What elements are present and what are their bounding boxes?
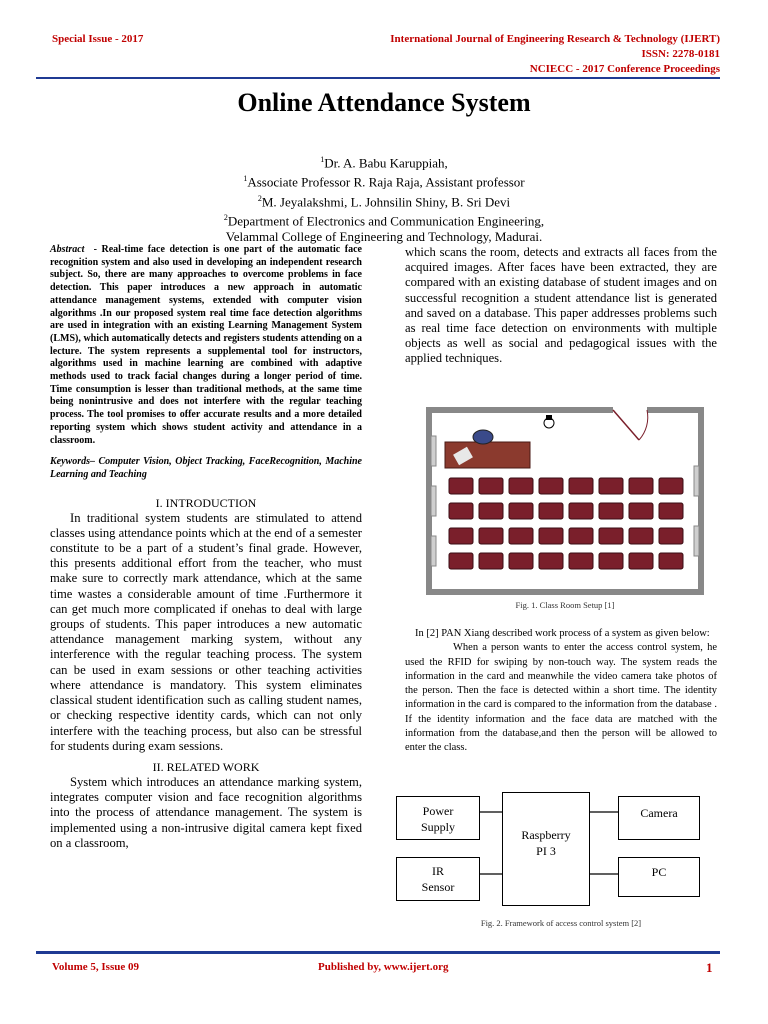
affiliation-line: Department of Electronics and Communication Engineering, bbox=[227, 213, 545, 229]
student-seat bbox=[509, 503, 533, 519]
pc-label: PC bbox=[651, 865, 667, 879]
keywords: Keywords– Computer Vision, Object Tracking, FaceRecognition, Machine Learning and Teaching bbox=[50, 456, 362, 480]
author-sup: 1 bbox=[320, 155, 325, 164]
raspberry-pi-box bbox=[502, 792, 590, 906]
header-issue: Special Issue - 2017 bbox=[52, 33, 144, 45]
student-seat bbox=[599, 553, 623, 569]
student-seat bbox=[449, 478, 473, 494]
door-gap bbox=[613, 406, 647, 414]
camera-body bbox=[546, 415, 552, 420]
student-seat bbox=[509, 553, 533, 569]
raspberry-pi-label: PI 3 bbox=[536, 844, 556, 858]
student-seat bbox=[479, 503, 503, 519]
student-seat bbox=[539, 478, 563, 494]
student-seat bbox=[479, 478, 503, 494]
header-issn: ISSN: 2278-0181 bbox=[641, 48, 720, 60]
author-sup: 1 bbox=[243, 174, 248, 184]
window-right-top bbox=[694, 466, 699, 496]
camera-box bbox=[618, 796, 700, 840]
student-seat bbox=[569, 478, 593, 494]
pc-box bbox=[618, 857, 700, 897]
footer-rule bbox=[36, 951, 720, 954]
raspberry-pi-label: Raspberry bbox=[521, 828, 571, 842]
student-seat bbox=[599, 528, 623, 544]
footer-publisher: Published by, www.ijert.org bbox=[318, 961, 449, 973]
footer-volume: Volume 5, Issue 09 bbox=[52, 961, 139, 973]
window-left-top bbox=[431, 436, 436, 466]
related-work-text: System which introduces an attendance marking system, integrates computer vision and face recognition algorithms into the process of attendance management. The system is implemented using a non-intrusive digital camera kept fixed on a classroom, bbox=[50, 774, 362, 850]
student-seat bbox=[659, 553, 683, 569]
abstract-label: Abstract bbox=[50, 244, 85, 255]
window-left-bottom bbox=[431, 536, 436, 566]
power-supply-label: Power bbox=[422, 804, 454, 818]
student-seat bbox=[599, 478, 623, 494]
power-supply-box bbox=[396, 796, 480, 840]
student-seat bbox=[569, 528, 593, 544]
student-seat bbox=[629, 553, 653, 569]
author-line: Associate Professor R. Raja Raja, Assistant professor bbox=[247, 174, 525, 190]
student-seat bbox=[569, 553, 593, 569]
ir-sensor-label: Sensor bbox=[421, 880, 455, 894]
ir-sensor-label: IR bbox=[432, 864, 444, 878]
right-column bbox=[405, 245, 717, 367]
student-seat bbox=[629, 503, 653, 519]
section-heading-related-work: II. RELATED WORK bbox=[152, 759, 260, 774]
figure-2-caption: Fig. 2. Framework of access control system [2] bbox=[480, 918, 642, 928]
student-seat bbox=[599, 503, 623, 519]
header-conference: NCIECC - 2017 Conference Proceedings bbox=[529, 63, 720, 75]
header-journal: International Journal of Engineering Research & Technology (IJERT) bbox=[390, 33, 720, 45]
author-sup: 2 bbox=[223, 212, 228, 222]
related-work-continued: which scans the room, detects and extracts all faces from the acquired images. After faces have been extracted, they are compared with an existing database of student images and on successful recognition a student attendance list is generated and saved on a database. This paper addresses problems such as real time face detection on environments with multiple objects as well as social and pedagogical issues with the applied techniques. bbox=[405, 245, 717, 366]
figure-1-caption: Fig. 1. Class Room Setup [1] bbox=[515, 600, 615, 610]
student-seat bbox=[659, 528, 683, 544]
pan-xiang-intro: In [2] PAN Xiang described work process of a system as given below: bbox=[415, 628, 710, 639]
student-seat bbox=[539, 553, 563, 569]
header-rule bbox=[36, 77, 720, 79]
author-line: Dr. A. Babu Karuppiah, bbox=[324, 155, 448, 171]
window-right-bottom bbox=[694, 526, 699, 556]
author-sup: 2 bbox=[257, 193, 262, 203]
pan-xiang-text: When a person wants to enter the access control system, he used the RFID for swiping by non-touch way. The system reads the information in the card and meanwhile the video camera take photos of the person. Then the face is detected within a short time. The identity information in the card is compared to the information from the database . If the identity information and the face data are matched with the information from the database,and then the person will be allowed to enter the class. bbox=[405, 642, 717, 754]
abstract bbox=[50, 244, 362, 447]
student-seat bbox=[539, 528, 563, 544]
classroom-figure bbox=[425, 406, 705, 596]
student-seat bbox=[539, 503, 563, 519]
affiliation-line: Velammal College of Engineering and Technology, Madurai. bbox=[225, 229, 543, 245]
author-line: M. Jeyalakshmi, L. Johnsilin Shiny, B. Sri Devi bbox=[261, 193, 511, 209]
student-seat bbox=[629, 478, 653, 494]
student-seat bbox=[449, 553, 473, 569]
paper-title: Online Attendance System bbox=[237, 88, 531, 117]
window-left-mid bbox=[431, 486, 436, 516]
student-seat bbox=[479, 553, 503, 569]
page-number: 1 bbox=[706, 960, 713, 975]
left-column bbox=[50, 244, 362, 851]
student-seat bbox=[479, 528, 503, 544]
student-seat bbox=[659, 478, 683, 494]
student-seat bbox=[449, 528, 473, 544]
introduction-text: In traditional system students are stimulated to attend classes using attendance points which at the end of a semester constitute to be a part of a student’s final grade. However, this presents additional effort from the teacher, who must make sure to correctly mark attendance, which at the same time wastes a considerable amount of time .Furthermore it can get much more complicated if onehas to deal with large groups of students. This paper introduces a new automatic attendance management marking system, without any interference with the regular teaching process. The system can be used in exam sessions or other teaching activities where attendance is mandatory. This system eliminates classical student identification such as calling student names, or checking respective identity cards, which can not only interfere with the teaching process, but also can be stressful for students during exam sessions. bbox=[50, 510, 362, 753]
power-supply-label: Supply bbox=[420, 820, 455, 834]
camera-label: Camera bbox=[640, 806, 678, 820]
student-seat bbox=[659, 503, 683, 519]
student-seat bbox=[449, 503, 473, 519]
ir-sensor-box bbox=[396, 857, 480, 901]
section-heading-introduction: I. INTRODUCTION bbox=[155, 495, 257, 510]
student-seat bbox=[509, 528, 533, 544]
student-seat bbox=[629, 528, 653, 544]
pan-xiang-block bbox=[405, 627, 717, 756]
student-seat bbox=[569, 503, 593, 519]
student-seat bbox=[509, 478, 533, 494]
teacher-chair bbox=[473, 430, 493, 444]
author-block bbox=[0, 152, 768, 245]
abstract-text: - Real-time face detection is one part of the automatic face recognition system and also used in developing an independent research subject. So, there are many approaches to overcome problems in face detection. This paper introduces a new approach in automatic attendance management systems, extended with computer vision algorithms .In our proposed system real time face detection algorithms are used in integration with an existing Learning Management System (LMS), which automatically detects and registers students attending on a lecture. The system represents a supplemental tool for instructors, algorithms used in machine learning are combined with adaptive methods used to track facial changes during a longer period of time. Time consumption is lesser than traditional methods, at the same time being nonintrusive and does not interfere with the regular teaching process. The tool promises to offer accurate results and a more detailed reporting system which shows student activity and attendance in a classroom. bbox=[50, 244, 362, 446]
